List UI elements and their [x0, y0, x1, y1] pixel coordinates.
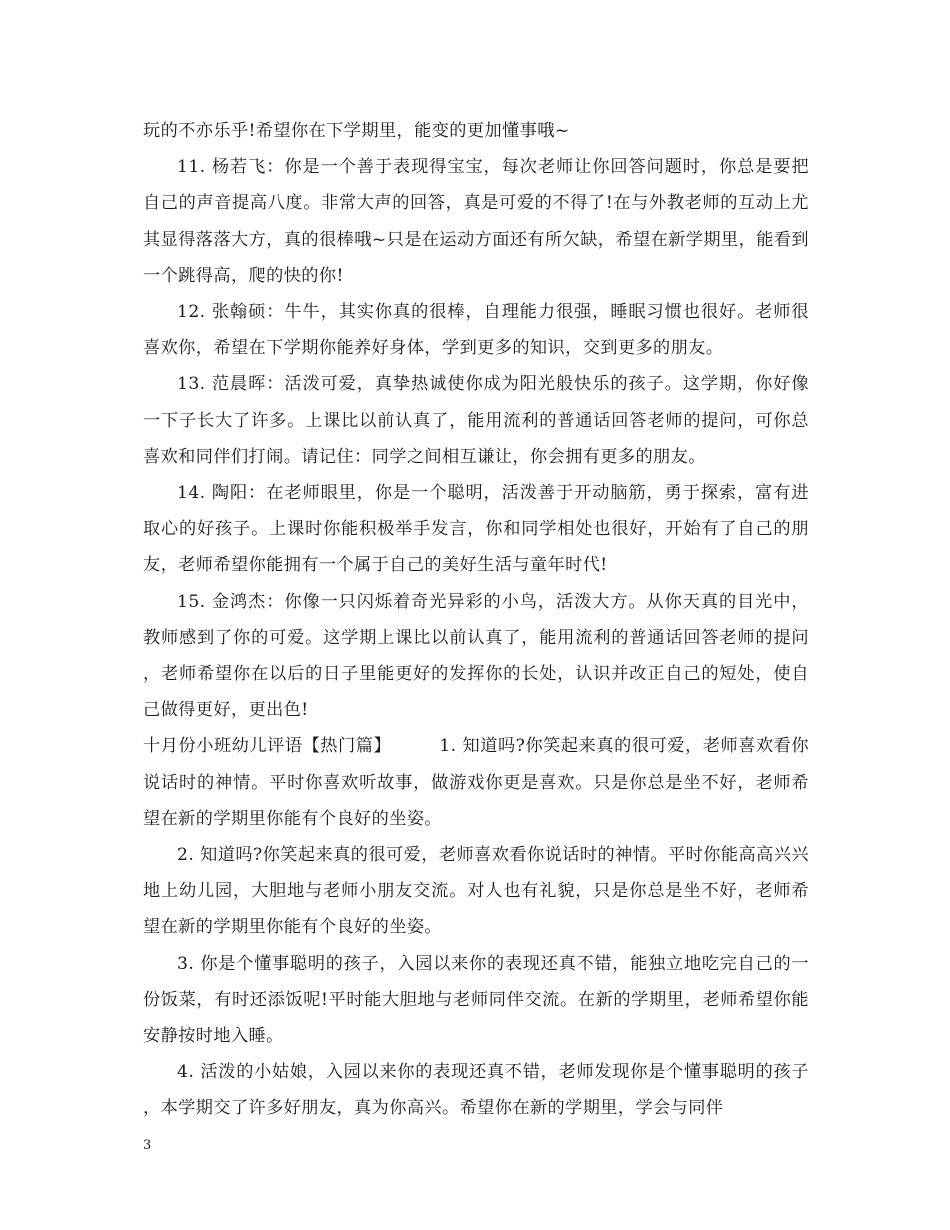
paragraph-comment-15: 15. 金鸿杰：你像一只闪烁着奇光异彩的小鸟，活泼大方。从你天真的目光中，教师感到了你的可爱。这学期上课比以前认真了，能用流利的普通话回答老师的提问，老师希望你在以后的日子里能更好的发挥你的长处，认识并改正自己的短处，使自己做得更好，更出色!: [143, 591, 809, 721]
paragraph-comment-2: 2. 知道吗?你笑起来真的很可爱，老师喜欢看你说话时的神情。平时你能高高兴兴地上幼儿园，大胆地与老师小朋友交流。对人也有礼貌，只是你总是坐不好，老师希望在新的学期里你能有个良好的坐姿。: [143, 845, 809, 938]
paragraph-continuation: 玩的不亦乐乎!希望你在下学期里，能变的更加懂事哦~: [143, 121, 570, 141]
paragraph-comment-14: 14. 陶阳：在老师眼里，你是一个聪明，活泼善于开动脑筋，勇于探索，富有进取心的好孩子。上课时你能积极举手发言，你和同学相处也很好，开始有了自己的朋友，老师希望你能拥有一个属于自己的美好生活与童年时代!: [143, 483, 809, 576]
paragraph-comment-13: 13. 范晨晖：活泼可爱，真挚热诚使你成为阳光般快乐的孩子。这学期，你好像一下子长大了许多。上课比以前认真了，能用流利的普通话回答老师的提问，可你总喜欢和同伴们打闹。请记住：同学之间相互谦让，你会拥有更多的朋友。: [143, 374, 809, 467]
page-number: 3: [143, 1138, 152, 1153]
paragraph-comment-3: 3. 你是个懂事聪明的孩子，入园以来你的表现还真不错，能独立地吃完自己的一份饭菜，有时还添饭呢!平时能大胆地与老师同伴交流。在新的学期里，老师希望你能安静按时地入睡。: [143, 953, 809, 1047]
section-heading-paragraph: 十月份小班幼儿评语【热门篇】 1. 知道吗?你笑起来真的很可爱，老师喜欢看你说话时的神情。平时你喜欢听故事，做游戏你更是喜欢。只是你总是坐不好，老师希望在新的学期里你能有个良好的坐姿。: [143, 736, 809, 829]
document-body: [143, 113, 809, 1127]
paragraph-comment-4: 4. 活泼的小姑娘，入园以来你的表现还真不错，老师发现你是个懂事聪明的孩子，本学期交了许多好朋友，真为你高兴。希望你在新的学期里，学会与同伴: [143, 1062, 809, 1119]
paragraph-comment-11: 11. 杨若飞：你是一个善于表现得宝宝，每次老师让你回答问题时，你总是要把自己的声音提高八度。非常大声的回答，真是可爱的不得了!在与外教老师的互动上尤其显得落落大方，真的很棒哦~只是在运动方面还有所欠缺，希望在新学期里，能看到一个跳得高，爬的快的你!: [143, 157, 809, 286]
paragraph-comment-12: 12. 张翰硕：牛牛，其实你真的很棒，自理能力很强，睡眠习惯也很好。老师很喜欢你，希望在下学期你能养好身体，学到更多的知识，交到更多的朋友。: [143, 302, 809, 359]
